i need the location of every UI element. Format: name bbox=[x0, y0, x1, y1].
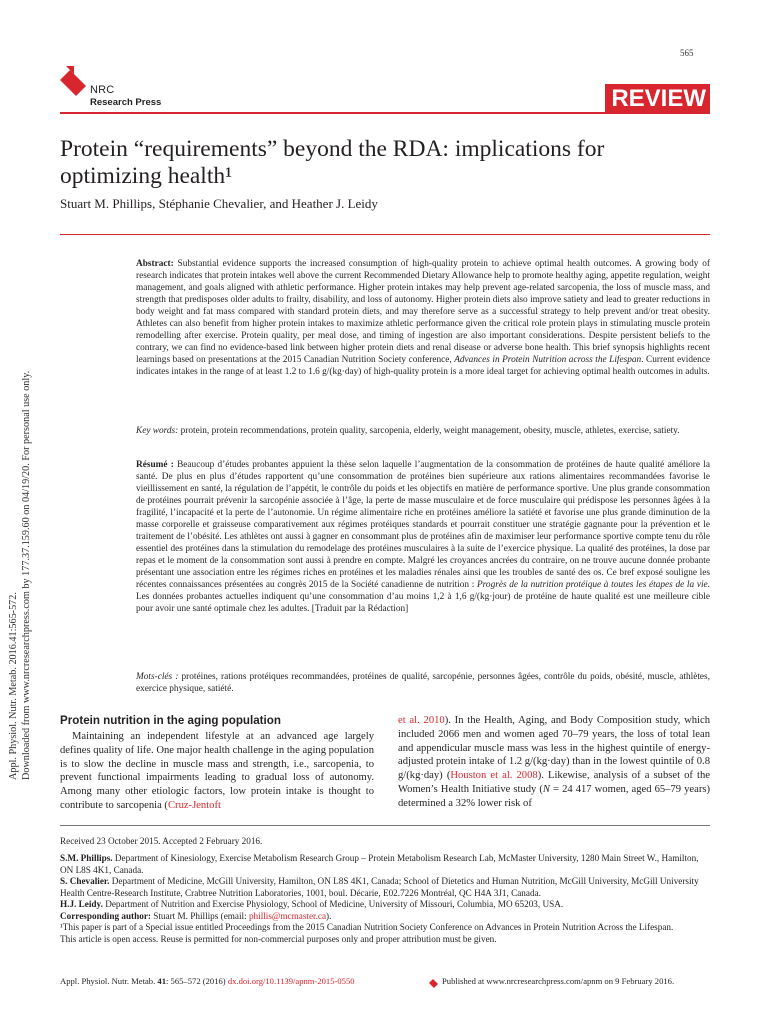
affiliations bbox=[60, 853, 710, 945]
abstract-label: Abstract: bbox=[136, 259, 174, 269]
keywords-text: protein, protein recommendations, protein quality, sarcopenia, elderly, weight management, obesity, muscle, athletes, exercise, satiety. bbox=[178, 426, 680, 436]
article-type-badge: REVIEW bbox=[605, 84, 710, 113]
author-list: Stuart M. Phillips, Stéphanie Chevalier, and Heather J. Leidy bbox=[60, 196, 378, 211]
title-divider bbox=[60, 234, 710, 235]
resume bbox=[136, 459, 710, 615]
published-online-note[interactable]: Published at www.nrcresearchpress.com/apnm on 9 February 2016. bbox=[442, 976, 675, 986]
journal-volume: 41 bbox=[157, 976, 166, 986]
corresponding-author-text: Stuart M. Phillips (email: bbox=[150, 910, 249, 921]
corresponding-email-link[interactable]: phillis@mcmaster.ca bbox=[248, 910, 327, 921]
affiliation-name: H.J. Leidy. bbox=[60, 899, 103, 909]
article-title: Protein “requirements” beyond the RDA: implications for optimizing health¹ bbox=[60, 136, 605, 189]
journal-pages: : 565–572 (2016) bbox=[166, 976, 228, 986]
affiliation-text: Department of Medicine, McGill University, Hamilton, ON L8S 4K1, Canada; School of Dietetics and Human Nutrition, McGill University, McGill University Health Centre-Research Institute, Crabtree Nutrition Laboratories, 1001, boul. Décarie, E02.7226 Montréal, QC H4A 3J1, Canada. bbox=[60, 876, 699, 898]
affiliation-phillips bbox=[60, 853, 710, 876]
abstract-conference-name: Advances in Protein Nutrition across the Lifespan bbox=[454, 355, 642, 365]
download-watermark bbox=[3, 260, 41, 780]
corresponding-author-label: Corresponding author: bbox=[60, 910, 151, 921]
journal-name: Appl. Physiol. Nutr. Metab. bbox=[60, 976, 158, 986]
publisher-arrow-icon bbox=[429, 979, 438, 988]
abstract-text: Substantial evidence supports the increased consumption of high-quality protein to achieve optimal health outcomes. A growing body of research indicates that protein intakes well above the current Recommended Dietary Allowance help to promote healthy aging, appetite regulation, weight management, and goals aligned with athletic performance. Higher protein intakes may help prevent age-related sarcopenia, the loss of muscle mass, and strength that predisposes older adults to frailty, disability, and loss of autonomy. Higher protein diets also improve satiety and lead to greater reductions in body weight and fat mass compared with standard protein diets, and may therefore serve as a successful strategy to help prevent and/or treat obesity. Athletes can also benefit from higher protein intakes to maximize athletic performance given the critical role protein plays in stimulating muscle protein remodelling after exercise. Protein quality, per meal dose, and timing of ingestion are also important considerations. Despite persistent beliefs to the contrary, we can find no evidence-based link between higher protein diets and renal disease or adverse bone health. This brief synopsis highlights recent learnings based on presentations at the 2015 Canadian Nutrition Society conference, bbox=[136, 259, 710, 365]
affiliation-text: Department of Kinesiology, Exercise Metabolism Research Group – Protein Metabolism Research Lab, McMaster University, 1280 Main Street W., Hamilton, ON L8S 4K1, Canada. bbox=[60, 853, 699, 875]
affiliation-name: S.M. Phillips. bbox=[60, 853, 113, 863]
logo-research-press-text: Research Press bbox=[90, 97, 162, 108]
received-dates: Received 23 October 2015. Accepted 2 February 2016. bbox=[60, 836, 263, 846]
mots-cles-label: Mots-clés : bbox=[136, 672, 179, 682]
abstract-text-end: . Current evidence indicates intakes in the range of at least 1.2 to 1.6 g/(kg·day) of high-quality protein is a more ideal target for achieving optimal health outcomes in adults. bbox=[136, 355, 710, 377]
keywords-label: Key words: bbox=[136, 426, 179, 436]
body-right-n: N bbox=[542, 783, 550, 795]
affiliation-chevalier bbox=[60, 876, 710, 899]
affiliation-name: S. Chevalier. bbox=[60, 876, 110, 886]
open-access-note: This article is open access. Reuse is permitted for non-commercial purposes only and proper attribution must be given. bbox=[60, 933, 497, 944]
corresponding-author-end: ). bbox=[326, 910, 332, 921]
citation-link-houston-2008[interactable]: Houston et al. 2008 bbox=[450, 770, 538, 782]
body-right-text-b: ). Likewise, analysis of a subset of the Women’s Health Initiative study ( bbox=[398, 770, 710, 795]
watermark-line-2: Downloaded from www.nrcresearchpress.com by 177.37.159.60 on 04/19/20. For personal use only. bbox=[21, 370, 32, 780]
special-issue-note: ¹This paper is part of a Special issue entitled Proceedings from the 2015 Canadian Nutrition Society Conference on Advances in Protein Nutrition Across the Lifespan. bbox=[60, 922, 674, 932]
resume-text-end: . Les données probantes actuelles indiquent qu’une consommation d’au moins 1,2 à 1,6 g/(kg·jour) de protéine de haute qualité est une meilleure cible pour avoir une santé optimale chez les adultes. [Traduit par la Rédaction] bbox=[136, 580, 710, 614]
corresponding-author bbox=[60, 911, 710, 923]
resume-text: Beaucoup d’études probantes appuient la thèse selon laquelle l’augmentation de la consommation de protéines de haute qualité améliore la santé. De plus en plus d’études rapportent qu’une consommation de protéines bien supérieure aux rations alimentaires recommandées favorise le vieillissement en santé, la régulation de l’appétit, le contrôle du poids et les objectifs en matière de performance sportive. Une plus grande consommation de protéines pourrait prévenir la sarcopénie associée à l’âge, la perte de masse musculaire et de force musculaire qui prédispose les personnes âgées à la fragilité, l’incapacité et la perte de l’autonomie. Un régime alimentaire riche en protéines améliore la satiété et favorise une plus grande diminution de la masse corporelle et graisseuse comparativement aux régimes protéiques standards et pourrait constituer une stratégie gagnante pour la prévention et le traitement de l’obésité. Les athlètes ont aussi à gagner en consommant plus de protéines afin de maximiser leur performance sportive compte tenu du rôle essentiel des protéines dans la stimulation du remodelage des protéines musculaires à la suite de l’exercice physique. La qualité des protéines, la dose par repas et le moment de la consommation sont aussi à prendre en compte. Malgré les croyances ancrées du contraire, on ne trouve aucune donnée probante présentant une association entre les régimes riches en protéines et les maladies rénales ainsi que les troubles de santé des os. Ce bref exposé souligne les récentes connaissances présentées au congrès 2015 de la Société canadienne de nutrition : bbox=[136, 460, 710, 590]
section-heading: Protein nutrition in the aging population bbox=[60, 714, 281, 727]
affiliation-text: Department of Nutrition and Exercise Physiology, School of Medicine, University of Missouri, Columbia, MO 65203, USA. bbox=[102, 899, 564, 909]
resume-conference-name: Progrès de la nutrition protéique à toutes les étapes de la vie bbox=[476, 580, 708, 590]
doi-link[interactable]: dx.doi.org/10.1139/apnm-2015-0550 bbox=[227, 976, 355, 986]
publisher-logo[interactable] bbox=[60, 66, 170, 110]
logo-nrc-text: NRC bbox=[90, 84, 115, 96]
body-right-text-a: ). In the Health, Aging, and Body Composition study, which included 2066 men and women aged 70–79 years, the loss of total lean and appendicular muscle mass was less in the highest quintile of energy-adjusted protein intake of 1.2 g/(kg·day) than in the lowest quintile of 0.8 g/(kg·day) ( bbox=[398, 715, 710, 782]
footnote-divider bbox=[60, 825, 710, 826]
body-column-right bbox=[398, 714, 710, 811]
journal-citation bbox=[60, 976, 355, 986]
watermark-line-1: Appl. Physiol. Nutr. Metab. 2016.41:565-572. bbox=[8, 592, 19, 780]
page-number: 565 bbox=[680, 48, 694, 58]
body-left-text: Maintaining an independent lifestyle at an advanced age largely defines quality of life. One major health challenge in the aging population is to slow the decline in muscle mass and strength, i.e., sarcopenia, to prevent functional impairments leading to gradual loss of autonomy. Among many other etiologic factors, low protein intake is thought to contribute to sarcopenia ( bbox=[60, 731, 374, 811]
citation-link-cruz-jentoft-2010[interactable]: et al. 2010 bbox=[398, 715, 445, 726]
mots-cles bbox=[136, 671, 710, 695]
resume-label: Résumé : bbox=[136, 460, 174, 470]
affiliation-leidy bbox=[60, 899, 710, 911]
citation-link-cruz-jentoft[interactable]: Cruz-Jentoft bbox=[167, 799, 221, 811]
keywords bbox=[136, 425, 710, 437]
mots-cles-text: protéines, rations protéiques recommandées, protéines de qualité, sarcopénie, personnes âgées, contrôle du poids, obésité, muscle, athlètes, exercice physique, satiété. bbox=[136, 672, 710, 694]
body-right-text-c: = 24 417 women, aged 65–79 years) determined a 32% lower risk of bbox=[398, 783, 710, 809]
body-column-left bbox=[60, 730, 374, 813]
abstract bbox=[136, 258, 710, 378]
